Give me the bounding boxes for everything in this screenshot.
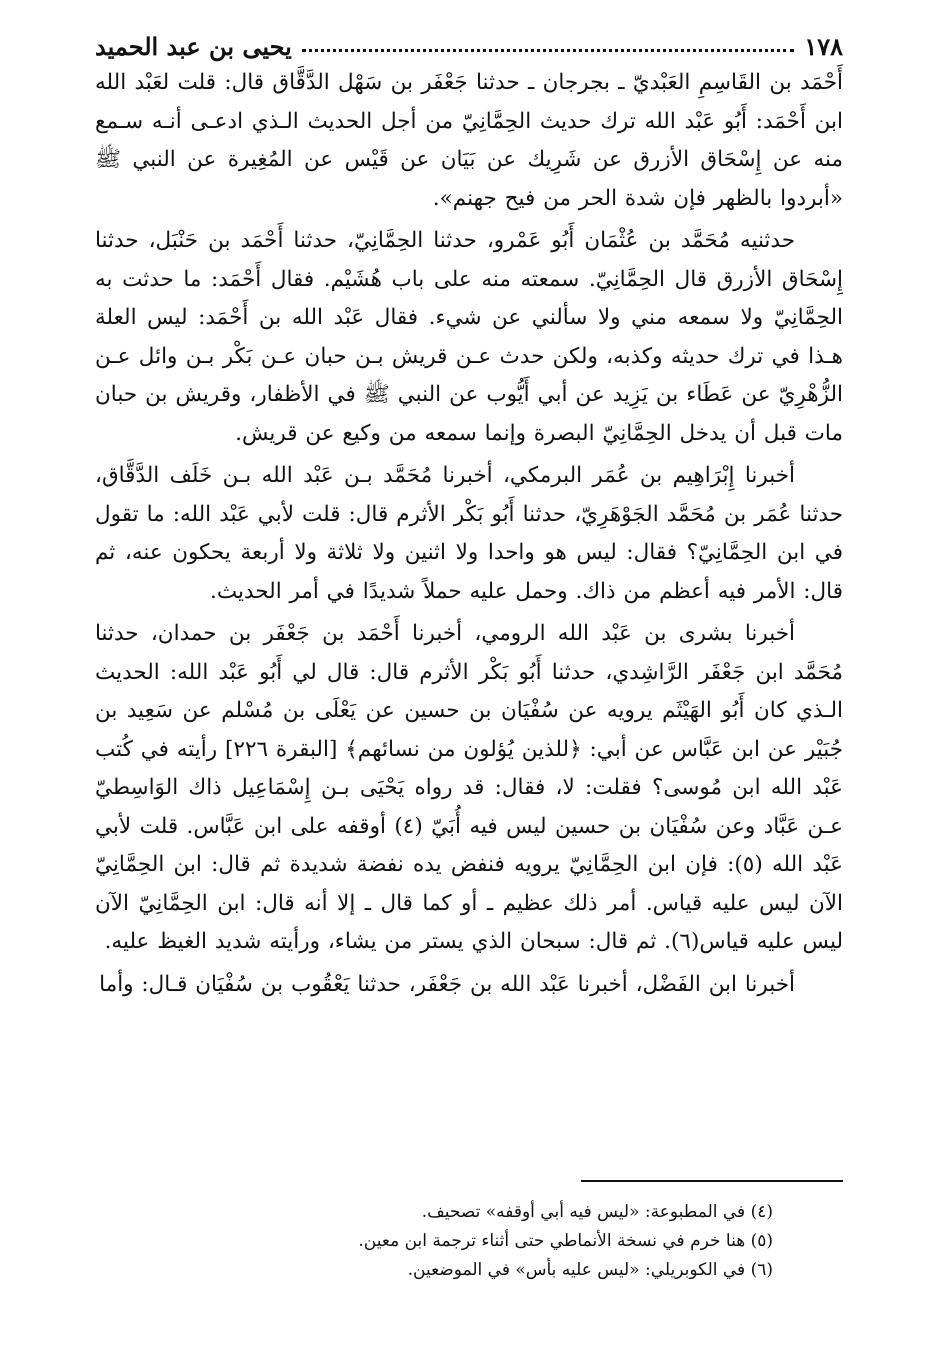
body-paragraph: أخبرنا بشرى بن عَبْد الله الرومي، أخبرنا أَحْمَد بن جَعْفَر بن حمدان، حدثنا مُحَمَّد ابن جَعْفَر الرَّاشِدي، حدثنا أَبُو بَكْر الأثرم قال: قال لي أَبُو عَبْد الله: الحديث الـذي كان أَبُو الهَيْثَم يرويه عن سُفْيَان بن حسين عن يَعْلَى بن مُسْلم عن سَعِيد بن جُبَيْر عن ابن عَبَّاس عن أبي: ﴿للذين يُؤلون من نسائهم﴾ [البقرة ٢٢٦] رأيته في كُتب عَبْد الله ابن مُوسى؟ فقلت: لا، فقال: قد رواه يَحْيَى بـن إِسْمَاعِيل ذاك الوَاسِطيّ عـن عَبَّاد وعن سُفْيَان بن حسين ليس فيه أُبَيّ (٤) أوقفه على ابن عَبَّاس. قلت لأبي عَبْد الله (٥): فإن ابن الحِمَّانِيّ يرويه فنفض يده نفضة شديدة ثم قال: ابن الحِمَّانِيّ الآن ليس عليه قياس. أمر ذلك عظيم ـ أو كما قال ـ إلا أنه قال: ابن الحِمَّانِيّ الآن ليس عليه قياس(٦). ثم قال: سبحان الذي يستر من يشاء، ورأيته شديد الغيظ عليه. [95, 621, 843, 954]
running-title: يحيى بن عبد الحميد [95, 31, 292, 61]
footnote: (٥) هنا خرم في نسخة الأنماطي حتى أثناء ترجمة ابن معين. [358, 1231, 773, 1251]
body-paragraph: أخبرنا إِبْرَاهِيم بن عُمَر البرمكي، أخبرنا مُحَمَّد بـن عَبْد الله بـن خَلَف الدَّقَّاق، حدثنا عُمَر بن مُحَمَّد الجَوْهَرِيّ، حدثنا أَبُو بَكْر الأثرم قال: قلت لأبي عَبْد الله: ما تقول في ابن الحِمَّانِيّ؟ فقال: ليس هو واحدا ولا اثنين ولا ثلاثة ولا أربعة يحكون عنه، ثم قال: الأمر فيه أعظم من ذاك. وحمل عليه حملاً شديدًا في أمر الحديث. [95, 463, 843, 604]
page-number: ١٧٨ [804, 31, 843, 61]
page-header [95, 28, 843, 64]
body-paragraph: أَحْمَد بن القَاسِمِ العَبْديّ ـ بجرجان ـ حدثنا جَعْفَر بن سَهْل الدَّقَّاق قال: قلت لعَبْد الله ابن أَحْمَد: أَبُو عَبْد الله ترك حديث الحِمَّانِيّ من أجل الحديث الـذي ادعـى أنـه سـمع منه عن إِسْحَاق الأزرق عن شَرِيك عن بَيَان عن قَيْس عن المُغِيرة عن النبي ﷺ «أبردوا بالظهر فإن شدة الحر من فيح جهنم». [95, 70, 843, 211]
footnotes [95, 1198, 843, 1285]
footnote: (٤) في المطبوعة: «ليس فيه أبي أوقفه» تصحيف. [421, 1202, 773, 1222]
book-page [95, 28, 843, 1280]
header-dotted-leader [302, 49, 795, 52]
body-paragraph: حدثنيه مُحَمَّد بن عُثْمَان أَبُو عَمْرو، حدثنا الحِمَّانِيّ، حدثنا أَحْمَد بن حَنْبَل، حدثنا إِسْحَاق الأزرق قال الحِمَّانِيّ. سمعته منه على باب هُشَيْم. فقال أَحْمَد: ما حدثت به الحِمَّانِيّ ولا سمعه مني ولا سألني عن شيء. فقال عَبْد الله بن أَحْمَد: ليس العلة هـذا في ترك حديثه وكذبه، ولكن حدث عـن قريش بـن حبان عـن بَكْر بـن وائل عـن الزُّهْرِيّ عن عَطَاء بن يَزِيد عن أبي أَيُّوب عن النبي ﷺ في الأظفار، وقريش بن حبان مات قبل أن يدخل الحِمَّانِيّ البصرة وإنما سمعه من وكيع عن قريش. [95, 228, 843, 446]
body-paragraph: أخبرنا ابن الفَضْل، أخبرنا عَبْد الله بن جَعْفَر، حدثنا يَعْقُوب بن سُفْيَان قـال: وأما [99, 971, 795, 997]
footnote: (٦) في الكوبريلي: «ليس عليه بأس» في الموضعين. [407, 1260, 773, 1280]
footnote-separator [581, 1180, 843, 1182]
